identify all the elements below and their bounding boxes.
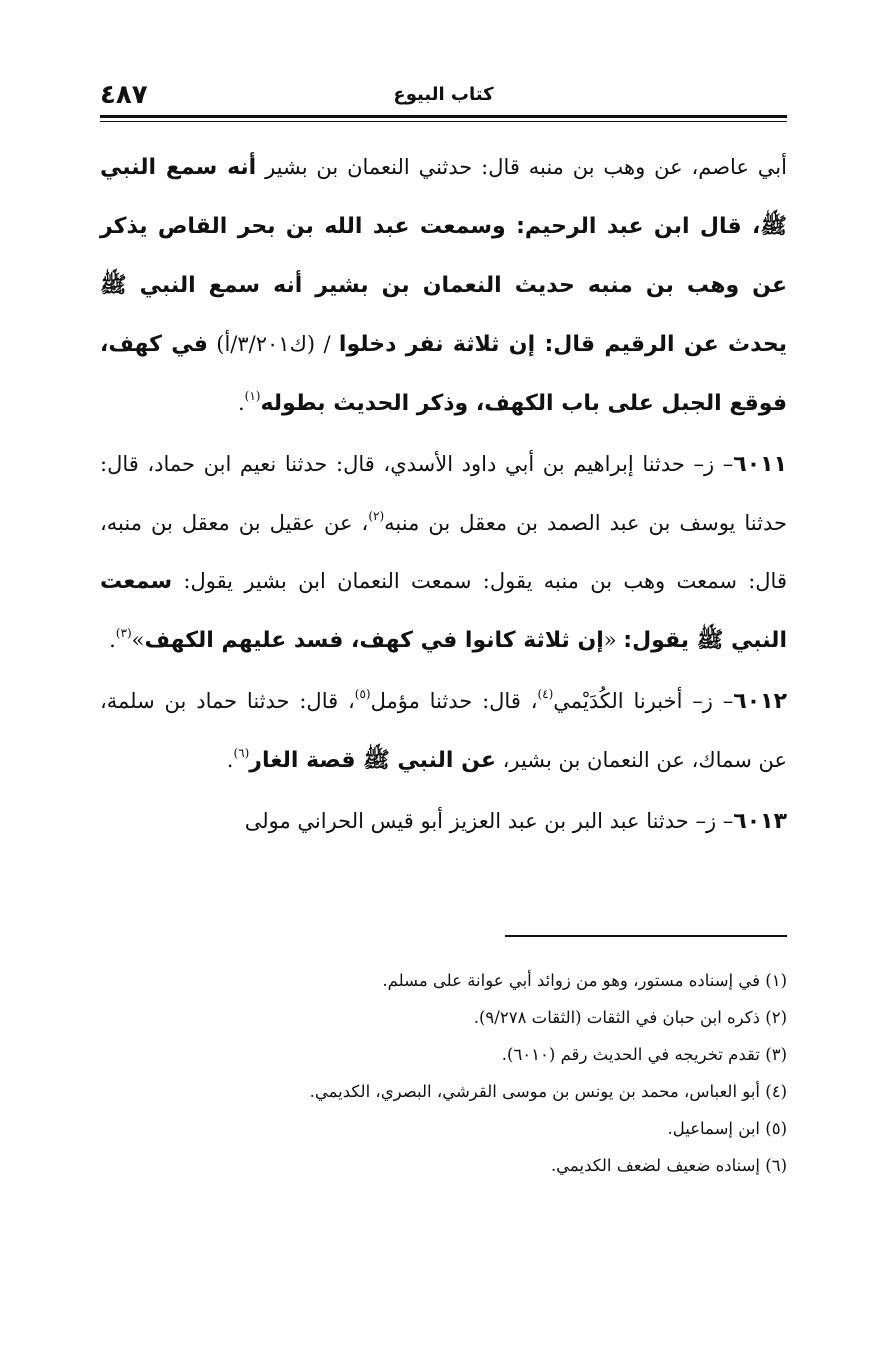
- bold-text-run: إن ثلاثة كانوا في كهف، فسد عليهم الكهف: [144, 628, 604, 653]
- hadith-number: ٦٠١٣: [733, 809, 787, 834]
- page-number: ٤٨٧: [100, 80, 148, 110]
- text-run: أبي عاصم، عن وهب بن منبه قال: حدثني النعمان بن بشير: [256, 155, 787, 179]
- hadith-number: ٦٠١١: [733, 452, 787, 477]
- text-run: «: [603, 628, 624, 652]
- hadith-6013: [100, 792, 787, 851]
- bold-text-run: عن النبي ﷺ قصة الغار: [249, 748, 496, 773]
- footnote-separator: [505, 935, 787, 937]
- bold-text-run: في كهف، فوقع الجبل على باب الكهف، وذكر الحديث بطوله: [100, 332, 787, 416]
- footnote-4: (٤) أبو العباس، محمد بن يونس بن موسى القرشي، البصري، الكديمي.: [309, 1082, 787, 1101]
- text-run: ، قال: حدثنا مؤمل: [370, 689, 538, 713]
- footnotes: [100, 962, 787, 1184]
- header-rule-thick: [100, 115, 787, 118]
- bold-text-run: أنه سمع النبي ﷺ، قال ابن عبد الرحيم: وسمعت عبد الله بن بحر القاص يذكر عن وهب بن منبه حديث النعمان بن بشير أنه سمع النبي ﷺ يحدث عن الرقيم قال: إن ثلاثة نفر دخلوا: [100, 155, 787, 357]
- footnote-1: (١) في إسناده مستور، وهو من زوائد أبي عوانة على مسلم.: [382, 971, 787, 990]
- text-run: / (ك٣/٢٠١/أ): [207, 332, 339, 356]
- footnote-5: (٥) ابن إسماعيل.: [667, 1119, 787, 1138]
- paragraph-continuation: [100, 138, 787, 433]
- header-rule-thin: [100, 121, 787, 122]
- footnote-3: (٣) تقدم تخريجه في الحديث رقم (٦٠١٠).: [501, 1045, 787, 1064]
- footnote-ref: (٣): [115, 626, 132, 640]
- footnote-ref: (١): [244, 389, 261, 403]
- footnote-6: (٦) إسناده ضعيف لضعف الكديمي.: [550, 1156, 787, 1175]
- footnote-ref: (٥): [354, 687, 371, 701]
- footnote-2: (٢) ذكره ابن حبان في الثقات (الثقات ٩/٢٧٨).: [473, 1008, 787, 1027]
- text-run: – ز– حدثنا عبد البر بن عبد العزيز أبو قيس الحراني مولى: [244, 809, 734, 833]
- text-run: »: [131, 628, 145, 652]
- footnote-ref: (٢): [368, 509, 385, 523]
- text-run: .: [226, 748, 234, 772]
- book-title: كتاب البيوع: [393, 84, 494, 105]
- text-run: ، قال: حدثنا حماد بن سلمة، عن سماك، عن النعمان بن بشير،: [100, 689, 787, 772]
- footnote-ref: (٦): [233, 746, 250, 760]
- text-run: – ز– حدثنا إبراهيم بن أبي داود الأسدي، قال: حدثنا نعيم ابن حماد، قال: حدثنا يوسف بن عبد الصمد بن معقل بن منبه: [100, 452, 787, 535]
- running-header: [100, 82, 787, 112]
- hadith-number: ٦٠١٢: [733, 689, 787, 714]
- hadith-6011: [100, 435, 787, 670]
- hadith-6012: [100, 672, 787, 790]
- text-run: .: [109, 628, 116, 652]
- text-run: ، عن عقيل بن معقل بن منبه، قال: سمعت وهب بن منبه يقول: سمعت النعمان ابن بشير يقول:: [100, 511, 787, 593]
- footnote-ref: (٤): [537, 687, 554, 701]
- text-run: .: [237, 391, 245, 415]
- main-text: [100, 138, 787, 851]
- bold-text-run: سمعت النبي ﷺ يقول:: [100, 569, 787, 653]
- text-run: – ز– أخبرنا الكُدَيْمي: [553, 689, 734, 713]
